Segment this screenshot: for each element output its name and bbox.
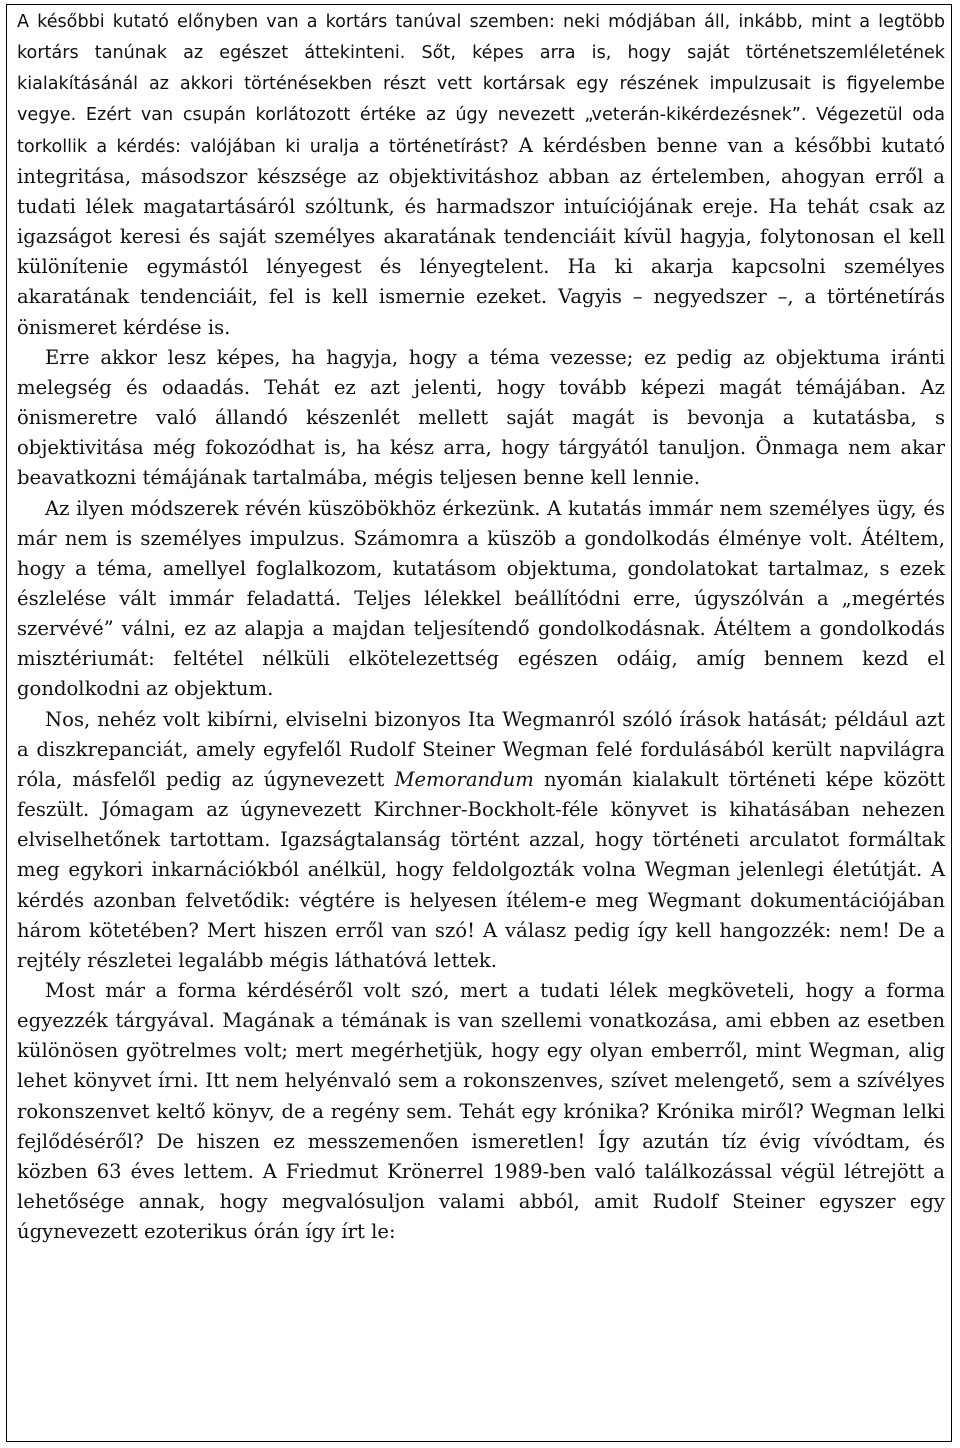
document-body bbox=[17, 6, 945, 1247]
paragraph-3: Az ilyen módszerek révén küszöbökhöz érkezünk. A kutatás immár nem személyes ügy, és már nem is személyes impulzus. Számomra a küszöb a gondolkodás élménye volt. Átéltem, hogy a téma, amellyel foglalkozom, kutatásom objektuma, gondolatokat tartalmaz, s ezek észlelése vált immár feladattá. Teljes lélekkel beállítódni erre, úgyszólván a „megértés szervévé” válni, ez az alapja a majdan teljesítendő gondolkodásnak. Átéltem a gondolkodás misztériumát: feltétel nélküli elkötelezettség egészen odáig, amíg bennem kezd el gondolkodni az objektum. bbox=[17, 496, 945, 701]
paragraph-1-part-2: A kérdésben benne van a későbbi kutató integritása, másodszor készsége az objektivitáshoz abban az értelemben, ahogyan erről a tudati lélek magatartásáról szóltunk, és harmadszor intuíciójának ereje. Ha tehát csak az igazságot keresi és saját személyes akaratának tendenciáit kívül hagyja, folytonosan el kell különítenie egymástól lényegest és lényegtelent. Ha ki akarja kapcsolni személyes akaratának tendenciáit, fel is kell ismernie ezeket. Vagyis – negyedszer –, a történetírás önismeret kérdése is. bbox=[17, 133, 945, 339]
paragraph-4 bbox=[17, 705, 945, 976]
paragraph-4-part-1: Nos, nehéz volt kibírni, elviselni bizonyos Ita Wegmanról szóló írások hatását; például azt a diszkrepanciát, amely egyfelől Rudolf Steiner Wegman felé fordulásából került napvilágra róla, másfelől pedig az úgynevezett bbox=[17, 707, 945, 791]
memorandum-title: Memorandum bbox=[394, 767, 534, 791]
paragraph-1 bbox=[17, 6, 945, 343]
paragraph-2: Erre akkor lesz képes, ha hagyja, hogy a téma vezesse; ez pedig az objektuma iránti melegség és odaadás. Tehát ez azt jelenti, hogy tovább képezi magát témájában. Az önismeretre való állandó készenlét mellett saját magát is bevonja a kutatásba, s objektivitása még fokozódhat is, ha kész arra, hogy tárgyától tanuljon. Önmaga nem akar beavatkozni témájának tartalmába, mégis teljesen benne kell lennie. bbox=[17, 345, 945, 490]
paragraph-4-part-2: nyomán kialakult történeti képe között feszült. Jómagam az úgynevezett Kirchner-Bockholt-féle könyvet is kihatásában nehezen elviselhetőnek tartottam. Igazságtalanság történt azzal, hogy történeti arculatot formáltak meg egykori inkarnációkból anélkül, hogy feldolgozták volna Wegman jelenlegi életútját. A kérdés azonban felvetődik: végtére is helyesen ítélem-e meg Wegmant dokumentációjában három kötetében? Mert hiszen erről van szó! A válasz pedig így kell hangozzék: nem! De a rejtély részletei legalább mégis láthatóvá lettek. bbox=[17, 767, 945, 972]
paragraph-1-part-1: A későbbi kutató előnyben van a kortárs tanúval szemben: neki módjában áll, inkább, mint a legtöbb kortárs tanúnak az egészet áttekinteni. Sőt, képes arra is, hogy saját történetszemléletének kialakításánál az akkori történésekben részt vett kortársak egy részének impulzusait is figyelembe vegye. Ezért van csupán korlátozott értéke az úgy nevezett „veterán-kikérdezésnek”. Végezetül oda torkollik a kérdés: valójában ki uralja a történetírást? bbox=[17, 12, 945, 157]
paragraph-5: Most már a forma kérdéséről volt szó, mert a tudati lélek megköveteli, hogy a forma egyezzék tárgyával. Magának a témának is van szellemi vonatkozása, ami ebben az esetben különösen gyötrelmes volt; mert megérhetjük, hogy egy olyan emberről, mint Wegman, alig lehet könyvet írni. Itt nem helyénvaló sem a rokonszenves, szívet melengető, sem a szívélyes rokonszenvet keltő könyv, de a regény sem. Tehát egy krónika? Krónika miről? Wegman lelki fejlődéséről? De hiszen ez messzemenően ismeretlen! Így azután tíz évig vívódtam, és közben 63 éves lettem. A Friedmut Krönerrel 1989-ben való találkozással végül létrejött a lehetősége annak, hogy megvalósuljon valami abból, amit Rudolf Steiner egyszer egy úgynevezett ezoterikus órán így írt le: bbox=[17, 979, 945, 1244]
